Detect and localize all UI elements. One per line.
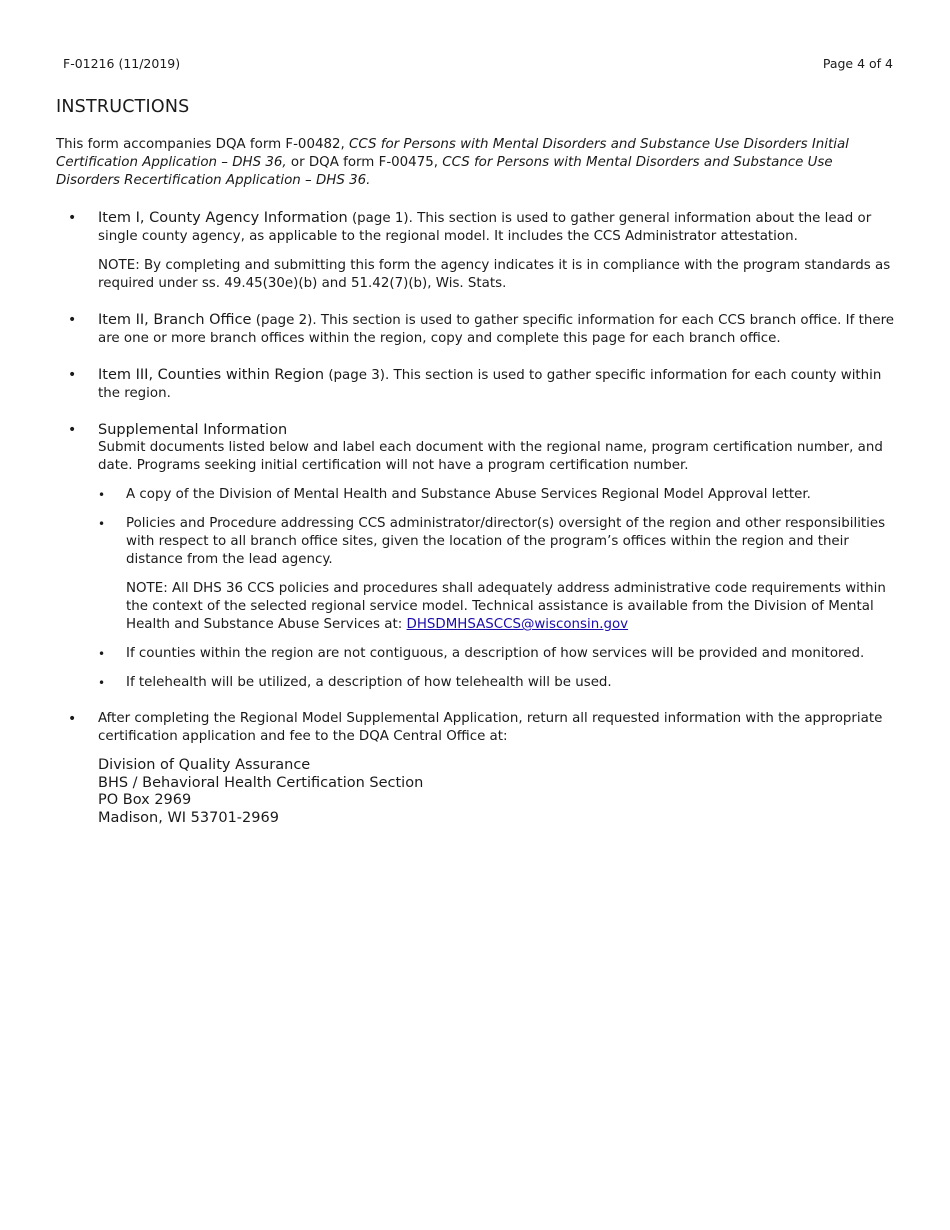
- page-number: Page 4 of 4: [822, 56, 893, 71]
- sub-item-policies: [98, 515, 896, 634]
- item-2-lead: Item II, Branch Office: [98, 312, 252, 328]
- intro-text-1: This form accompanies DQA form F-00482,: [56, 137, 350, 152]
- list-item-item-1: [56, 209, 896, 293]
- address-line-1: Division of Quality Assurance: [98, 757, 311, 773]
- return-info-text: After completing the Regional Model Supplemental Application, return all requested information with the appropriate certification application and fee to the DQA Central Office at:: [98, 711, 883, 744]
- bullet-icon: •: [98, 517, 106, 531]
- page-title: INSTRUCTIONS: [56, 97, 190, 117]
- bullet-icon: •: [98, 676, 106, 690]
- bullet-icon: •: [68, 367, 77, 383]
- intro-paragraph: [56, 136, 896, 190]
- policies-note: [126, 580, 896, 634]
- policies-note-text: NOTE: All DHS 36 CCS policies and procedures shall adequately address administrative code requirements within the context of the selected regional service model. Technical assistance is available from the Division of Mental Health and Substance Abuse Services at:: [126, 581, 886, 632]
- item-2-text: (page 2). This section is used to gather specific information for each CCS branch office. If there are one or more branch offices within the region, copy and complete this page for each branch office.: [98, 313, 895, 346]
- bullet-icon: •: [68, 210, 77, 226]
- sub-item-contiguous: [98, 645, 896, 663]
- bullet-icon: •: [68, 312, 77, 328]
- email-link[interactable]: DHSDMHSASCCS@wisconsin.gov: [406, 617, 629, 632]
- item-1-text: (page 1). This section is used to gather general information about the lead or single county agency, as applicable to the regional model. It includes the CCS Administrator attestation.: [98, 211, 872, 244]
- supplemental-heading: Supplemental Information: [98, 422, 288, 438]
- sub-item-text: Policies and Procedure addressing CCS administrator/director(s) oversight of the region and other responsibilities with respect to all branch office sites, given the location of the program’s offices within the region and their distance from the lead agency.: [126, 516, 886, 567]
- item-1-note: NOTE: By completing and submitting this form the agency indicates it is in compliance with the program standards as required under ss. 49.45(30e)(b) and 51.42(7)(b), Wis. Stats.: [98, 258, 891, 291]
- mailing-address: [98, 757, 896, 827]
- sub-item-text: A copy of the Division of Mental Health and Substance Abuse Services Regional Model Approval letter.: [126, 487, 811, 502]
- sub-item-text: If counties within the region are not contiguous, a description of how services will be provided and monitored.: [126, 646, 865, 661]
- sub-item-approval-letter: [98, 486, 896, 504]
- bullet-icon: •: [98, 647, 106, 661]
- bullet-icon: •: [68, 422, 77, 438]
- sub-item-telehealth: [98, 674, 896, 692]
- intro-initial-form-title: CCS for Persons with Mental Disorders and Substance Use Disorders Initial Certification Application – DHS 36,: [56, 137, 849, 170]
- address-line-4: Madison, WI 53701-2969: [98, 809, 279, 826]
- list-item-item-2: [56, 311, 896, 348]
- sub-item-text: If telehealth will be utilized, a description of how telehealth will be used.: [126, 675, 612, 690]
- supplemental-body: Submit documents listed below and label each document with the regional name, program certification number, and date. Programs seeking initial certification will not have a program certification number.: [98, 440, 883, 473]
- list-item-supplemental: [56, 421, 896, 692]
- address-line-2: BHS / Behavioral Health Certification Section: [98, 774, 424, 791]
- list-item-item-3: [56, 366, 896, 403]
- address-line-3: PO Box 2969: [98, 792, 192, 808]
- intro-text-2: or DQA form F-00475,: [286, 155, 443, 170]
- instruction-list: [56, 209, 896, 845]
- bullet-icon: •: [68, 711, 77, 727]
- form-id: F-01216 (11/2019): [63, 56, 181, 71]
- item-3-text: (page 3). This section is used to gather specific information for each county within the region.: [98, 368, 882, 401]
- item-3-lead: Item III, Counties within Region: [98, 367, 325, 383]
- item-1-lead: Item I, County Agency Information: [98, 210, 348, 226]
- bullet-icon: •: [98, 488, 106, 502]
- list-item-return-info: [56, 710, 896, 827]
- intro-recert-form-title: CCS for Persons with Mental Disorders and Substance Use Disorders Recertification Application – DHS 36.: [56, 155, 833, 188]
